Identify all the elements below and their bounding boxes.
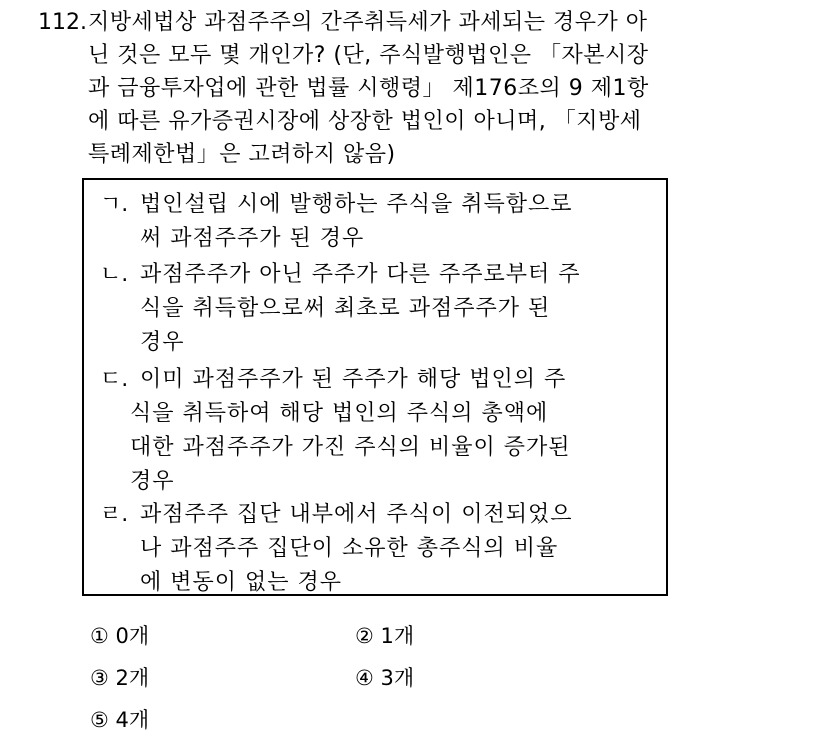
question-number: 112.: [38, 10, 87, 35]
statement-line: 과점주주가 아닌 주주가 다른 주주로부터 주: [140, 262, 581, 287]
statement-a: [100, 188, 652, 256]
question-line: 지방세법상 과점주주의 간주취득세가 과세되는 경우가 아: [88, 10, 648, 35]
statement-line: 경우: [140, 330, 185, 355]
statement-line: 과점주주 집단 내부에서 주식이 이전되었으: [140, 502, 573, 527]
statement-line: 식을 취득함으로써 최초로 과점주주가 된: [140, 296, 551, 321]
statement-marker: ㄹ.: [100, 502, 129, 527]
statement-marker: ㄱ.: [100, 192, 129, 217]
option-1[interactable]: ① 0개: [90, 624, 150, 648]
question-line: 특례제한법」은 고려하지 않음): [88, 142, 396, 167]
question: [38, 6, 649, 171]
statement-b: [100, 258, 652, 360]
statement-line: 법인설립 시에 발행하는 주식을 취득함으로: [140, 192, 573, 217]
statement-marker: ㄴ.: [100, 262, 129, 287]
question-line: 닌 것은 모두 몇 개인가? (단, 주식발행법인은 「자본시장: [88, 43, 649, 68]
question-line: 과 금융투자업에 관한 법률 시행령」 제176조의 9 제1항: [88, 76, 649, 101]
statement-marker: ㄷ.: [100, 367, 129, 392]
statement-line: 대한 과점주주가 가진 주식의 비율이 증가된: [130, 435, 571, 460]
statement-line: 나 과점주주 집단이 소유한 총주식의 비율: [140, 536, 559, 561]
statement-line: 에 변동이 없는 경우: [140, 570, 342, 595]
statement-line: 이미 과점주주가 된 주주가 해당 법인의 주: [140, 367, 567, 392]
statements-box: [82, 178, 668, 596]
option-3[interactable]: ③ 2개: [90, 666, 150, 690]
question-line: 에 따른 유가증권시장에 상장한 법인이 아니며, 「지방세: [88, 109, 642, 134]
statement-line: 식을 취득하여 해당 법인의 주식의 총액에: [130, 401, 549, 426]
statement-c: [100, 363, 652, 499]
option-2[interactable]: ② 1개: [355, 624, 415, 648]
option-5[interactable]: ⑤ 4개: [90, 708, 150, 732]
option-4[interactable]: ④ 3개: [355, 666, 415, 690]
statement-d: [100, 498, 652, 600]
statement-line: 써 과점주주가 된 경우: [140, 226, 365, 251]
statement-line: 경우: [130, 469, 175, 494]
